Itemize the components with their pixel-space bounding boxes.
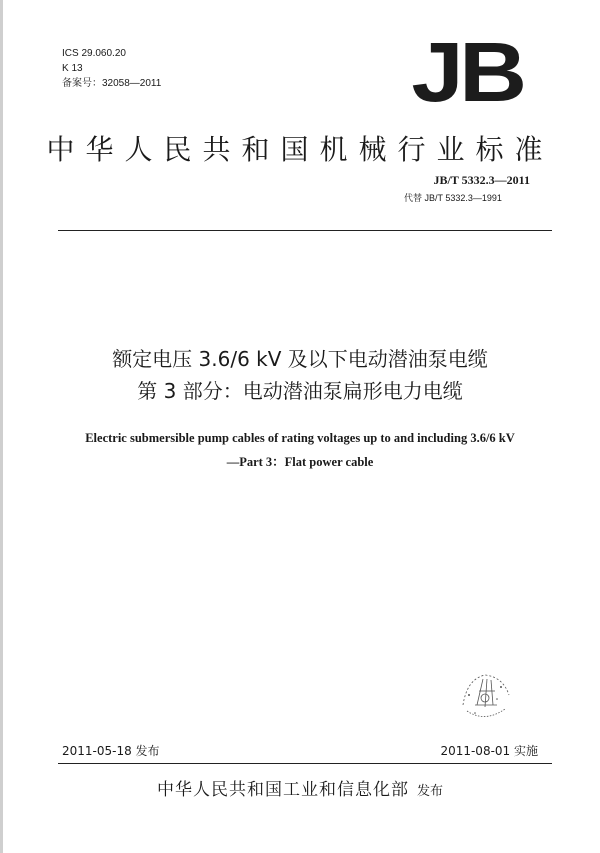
replaces-standard: 代替 JB/T 5332.3—1991 xyxy=(404,193,502,203)
issuer-line xyxy=(0,775,600,800)
bottom-divider xyxy=(58,763,552,764)
issuer-verb: 发布 xyxy=(416,784,443,799)
issuer-name: 中华人民共和国工业和信息化部 xyxy=(156,780,409,800)
chinese-title-line-1: 额定电压 3.6/6 kV 及以下电动潜油泵电缆 xyxy=(112,347,488,371)
category-code: K 13 xyxy=(62,63,83,74)
publisher-seal-icon xyxy=(455,665,517,725)
implementation-date: 2011-08-01 实施 xyxy=(440,744,538,758)
chinese-title-line-2: 第 3 部分：电动潜油泵扁形电力电缆 xyxy=(137,379,463,403)
standard-series-title: 中华人民共和国机械行业标准 xyxy=(46,133,554,166)
english-title-line-2: —Part 3：Flat power cable xyxy=(226,455,374,469)
jb-logo: JB xyxy=(411,25,523,119)
standard-number: JB/T 5332.3—2011 xyxy=(433,173,530,187)
filing-number: 备案号：32058—2011 xyxy=(62,78,162,89)
issue-date: 2011-05-18 发布 xyxy=(62,744,160,758)
classification-block xyxy=(62,46,161,91)
ics-code: ICS 29.060.20 xyxy=(62,48,126,59)
english-title-line-1: Electric submersible pump cables of rating voltages up to and including 3.6/6 kV xyxy=(85,431,515,445)
top-divider xyxy=(58,230,552,231)
